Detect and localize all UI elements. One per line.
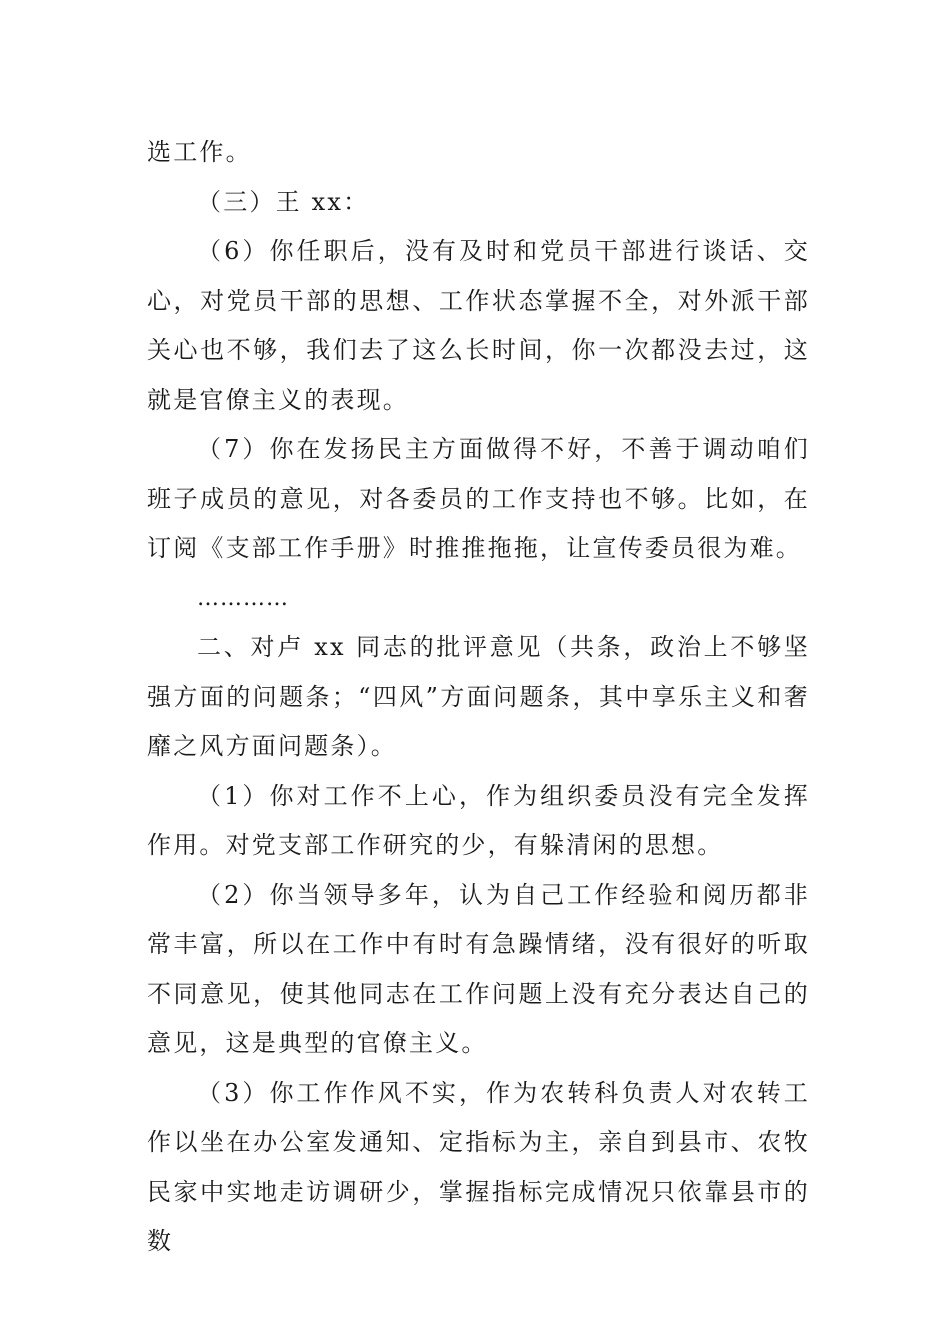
paragraph-item-1: （1）你对工作不上心，作为组织委员没有完全发挥作用。对党支部工作研究的少，有躲清闲的思想。 [147,781,810,859]
paragraph-item-3: （3）你工作作风不实，作为农转科负责人对农转工作以坐在办公室发通知、定指标为主，亲自到县市、农牧民家中实地走访调研少，掌握指标完成情况只依靠县市的数 [147,1078,810,1255]
document-page [147,128,810,1267]
paragraph-continuation: 选工作。 [147,138,252,166]
paragraph-item-6: （6）你任职后，没有及时和党员干部进行谈话、交心，对党员干部的思想、工作状态掌握不全，对外派干部关心也不够，我们去了这么长时间，你一次都没去过，这就是官僚主义的表现。 [147,237,810,414]
section-heading-lu: 二、对卢 xx 同志的批评意见（共条，政治上不够坚强方面的问题条；“四风”方面问题条，其中享乐主义和奢靡之风方面问题条）。 [147,633,810,760]
ellipsis-separator: ………… [197,585,289,611]
paragraph-item-7: （7）你在发扬民主方面做得不好，不善于调动咱们班子成员的意见，对各委员的工作支持也不够。比如，在订阅《支部工作手册》时推推拖拖，让宣传委员很为难。 [147,435,810,562]
paragraph-item-2: （2）你当领导多年，认为自己工作经验和阅历都非常丰富，所以在工作中有时有急躁情绪，没有很好的听取不同意见，使其他同志在工作问题上没有充分表达自己的意见，这是典型的官僚主义。 [147,880,810,1057]
section-heading-wang: （三）王 xx： [197,187,370,216]
